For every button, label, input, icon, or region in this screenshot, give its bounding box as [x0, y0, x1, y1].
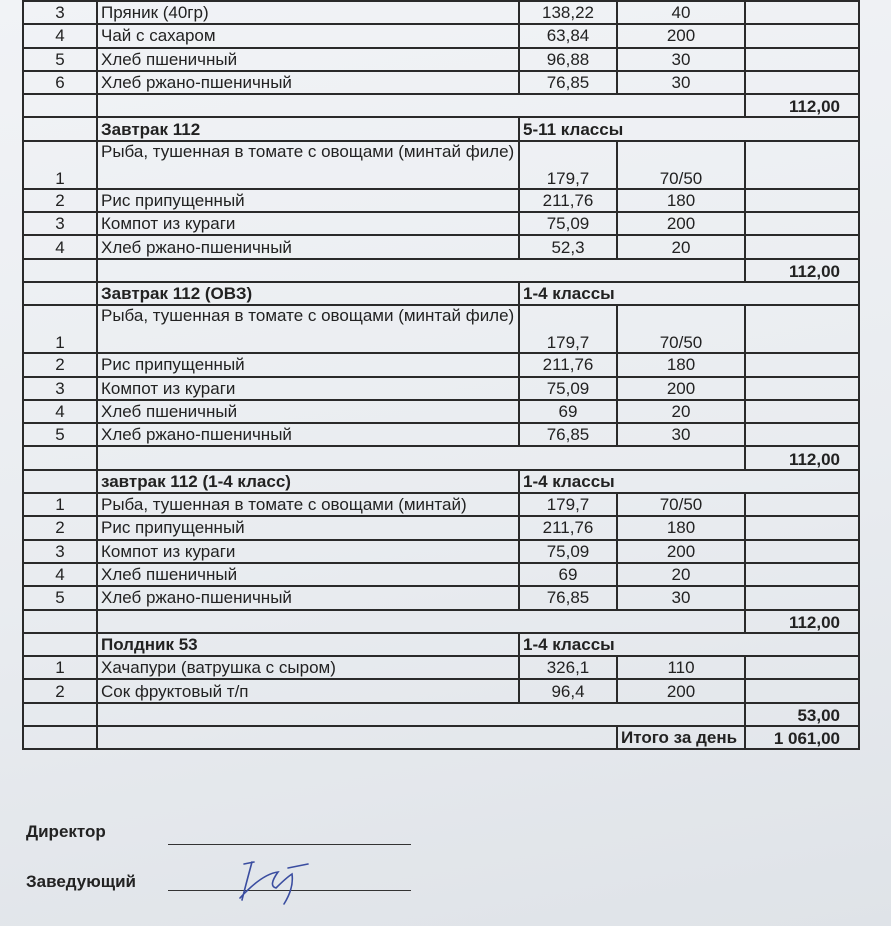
- empty-cell: [23, 446, 97, 469]
- dish-row: [23, 235, 859, 258]
- dish-weight: 20: [617, 235, 745, 258]
- empty-cell: [745, 656, 859, 679]
- dish-weight: 70/50: [617, 305, 745, 353]
- meal-header-row: [23, 470, 859, 493]
- dish-weight: 200: [617, 377, 745, 400]
- day-total-row: [23, 726, 859, 749]
- dish-weight: 30: [617, 423, 745, 446]
- dish-weight: 200: [617, 24, 745, 47]
- dish-price: 63,84: [519, 24, 617, 47]
- meal-header-row: [23, 117, 859, 140]
- empty-cell: [97, 610, 745, 633]
- dish-price: 211,76: [519, 516, 617, 539]
- subtotal-row: [23, 610, 859, 633]
- empty-cell: [745, 540, 859, 563]
- dish-name: Рис припущенный: [97, 353, 519, 376]
- empty-cell: [745, 189, 859, 212]
- dish-name: Хлеб ржано-пшеничный: [97, 586, 519, 609]
- dish-weight: 180: [617, 353, 745, 376]
- dish-name: Рис припущенный: [97, 516, 519, 539]
- dish-row: [23, 189, 859, 212]
- dish-row: [23, 586, 859, 609]
- empty-cell: [745, 1, 859, 24]
- empty-cell: [745, 400, 859, 423]
- empty-cell: [745, 48, 859, 71]
- dish-price: 211,76: [519, 353, 617, 376]
- empty-cell: [23, 259, 97, 282]
- empty-cell: [23, 610, 97, 633]
- dish-weight: 40: [617, 1, 745, 24]
- meal-title: завтрак 112 (1-4 класс): [97, 470, 519, 493]
- empty-cell: [97, 726, 617, 749]
- dish-row: [23, 141, 859, 189]
- dish-row: [23, 679, 859, 702]
- empty-cell: [745, 141, 859, 189]
- meal-header-row: [23, 282, 859, 305]
- manager-label: Заведующий: [26, 872, 137, 891]
- dish-name: Хлеб ржано-пшеничный: [97, 423, 519, 446]
- dish-name: Пряник (40гр): [97, 1, 519, 24]
- dish-number: 4: [23, 235, 97, 258]
- dish-row: [23, 71, 859, 94]
- dish-price: 211,76: [519, 189, 617, 212]
- dish-number: 2: [23, 516, 97, 539]
- dish-weight: 180: [617, 516, 745, 539]
- empty-cell: [23, 726, 97, 749]
- handwritten-signature-icon: [232, 854, 322, 914]
- empty-cell: [745, 493, 859, 516]
- empty-cell: [745, 516, 859, 539]
- dish-price: 326,1: [519, 656, 617, 679]
- dish-weight: 20: [617, 400, 745, 423]
- dish-price: 96,4: [519, 679, 617, 702]
- dish-name: Хлеб пшеничный: [97, 48, 519, 71]
- dish-row: [23, 423, 859, 446]
- meal-classes: 1-4 классы: [519, 282, 859, 305]
- dish-name: Рыба, тушенная в томате с овощами (минтай филе): [97, 141, 519, 189]
- dish-price: 69: [519, 400, 617, 423]
- empty-cell: [745, 679, 859, 702]
- subtotal-value: 112,00: [745, 610, 859, 633]
- dish-number: 4: [23, 24, 97, 47]
- empty-cell: [97, 94, 745, 117]
- dish-weight: 70/50: [617, 141, 745, 189]
- dish-number: 4: [23, 400, 97, 423]
- dish-number: 5: [23, 586, 97, 609]
- dish-row: [23, 540, 859, 563]
- meal-classes: 5-11 классы: [519, 117, 859, 140]
- dish-number: 5: [23, 48, 97, 71]
- dish-price: 179,7: [519, 141, 617, 189]
- empty-cell: [745, 212, 859, 235]
- menu-table: [22, 0, 860, 750]
- empty-cell: [23, 94, 97, 117]
- subtotal-row: [23, 446, 859, 469]
- empty-cell: [745, 353, 859, 376]
- dish-name: Компот из кураги: [97, 212, 519, 235]
- dish-row: [23, 24, 859, 47]
- dish-number: 5: [23, 423, 97, 446]
- dish-weight: 20: [617, 563, 745, 586]
- day-total-value: 1 061,00: [745, 726, 859, 749]
- meal-header-row: [23, 633, 859, 656]
- subtotal-row: [23, 259, 859, 282]
- meal-classes: 1-4 классы: [519, 633, 859, 656]
- dish-number: 3: [23, 377, 97, 400]
- dish-number: 2: [23, 189, 97, 212]
- empty-cell: [23, 703, 97, 726]
- dish-price: 76,85: [519, 71, 617, 94]
- meal-classes: 1-4 классы: [519, 470, 859, 493]
- subtotal-value: 112,00: [745, 446, 859, 469]
- dish-price: 75,09: [519, 540, 617, 563]
- subtotal-value: 112,00: [745, 94, 859, 117]
- empty-cell: [23, 470, 97, 493]
- director-row: [22, 820, 622, 868]
- dish-name: Хлеб ржано-пшеничный: [97, 235, 519, 258]
- dish-number: 1: [23, 141, 97, 189]
- dish-number: 3: [23, 212, 97, 235]
- menu-sheet: [22, 0, 891, 750]
- dish-weight: 30: [617, 48, 745, 71]
- empty-cell: [97, 446, 745, 469]
- dish-row: [23, 493, 859, 516]
- dish-price: 76,85: [519, 586, 617, 609]
- dish-price: 75,09: [519, 212, 617, 235]
- empty-cell: [745, 563, 859, 586]
- meal-title: Завтрак 112: [97, 117, 519, 140]
- empty-cell: [745, 235, 859, 258]
- dish-name: Сок фруктовый т/п: [97, 679, 519, 702]
- dish-number: 3: [23, 1, 97, 24]
- dish-name: Рис припущенный: [97, 189, 519, 212]
- dish-number: 2: [23, 679, 97, 702]
- dish-price: 76,85: [519, 423, 617, 446]
- empty-cell: [745, 586, 859, 609]
- dish-number: 1: [23, 305, 97, 353]
- dish-name: Чай с сахаром: [97, 24, 519, 47]
- signatures-block: [22, 820, 622, 916]
- empty-cell: [745, 305, 859, 353]
- dish-weight: 200: [617, 540, 745, 563]
- dish-price: 179,7: [519, 305, 617, 353]
- dish-weight: 200: [617, 679, 745, 702]
- director-signature-line: [168, 844, 411, 845]
- dish-weight: 180: [617, 189, 745, 212]
- dish-name: Хачапури (ватрушка с сыром): [97, 656, 519, 679]
- empty-cell: [745, 377, 859, 400]
- meal-title: Полдник 53: [97, 633, 519, 656]
- dish-row: [23, 516, 859, 539]
- empty-cell: [745, 24, 859, 47]
- manager-row: [22, 868, 622, 916]
- dish-weight: 200: [617, 212, 745, 235]
- dish-price: 52,3: [519, 235, 617, 258]
- empty-cell: [23, 282, 97, 305]
- dish-row: [23, 563, 859, 586]
- dish-weight: 70/50: [617, 493, 745, 516]
- dish-price: 179,7: [519, 493, 617, 516]
- dish-row: [23, 1, 859, 24]
- dish-row: [23, 48, 859, 71]
- dish-name: Рыба, тушенная в томате с овощами (минтай): [97, 493, 519, 516]
- dish-row: [23, 400, 859, 423]
- dish-number: 3: [23, 540, 97, 563]
- subtotal-row: [23, 94, 859, 117]
- dish-number: 2: [23, 353, 97, 376]
- meal-title: Завтрак 112 (ОВЗ): [97, 282, 519, 305]
- empty-cell: [745, 423, 859, 446]
- dish-name: Хлеб ржано-пшеничный: [97, 71, 519, 94]
- dish-price: 69: [519, 563, 617, 586]
- dish-name: Хлеб пшеничный: [97, 400, 519, 423]
- dish-number: 6: [23, 71, 97, 94]
- empty-cell: [23, 117, 97, 140]
- dish-number: 1: [23, 656, 97, 679]
- empty-cell: [97, 259, 745, 282]
- empty-cell: [97, 703, 745, 726]
- dish-price: 96,88: [519, 48, 617, 71]
- dish-row: [23, 305, 859, 353]
- dish-weight: 30: [617, 71, 745, 94]
- day-total-label: Итого за день: [617, 726, 745, 749]
- dish-name: Компот из кураги: [97, 377, 519, 400]
- dish-weight: 30: [617, 586, 745, 609]
- dish-price: 75,09: [519, 377, 617, 400]
- dish-number: 1: [23, 493, 97, 516]
- subtotal-value: 53,00: [745, 703, 859, 726]
- director-label: Директор: [26, 822, 106, 841]
- empty-cell: [23, 633, 97, 656]
- dish-row: [23, 656, 859, 679]
- dish-number: 4: [23, 563, 97, 586]
- dish-name: Компот из кураги: [97, 540, 519, 563]
- subtotal-row: [23, 703, 859, 726]
- dish-row: [23, 377, 859, 400]
- dish-row: [23, 353, 859, 376]
- dish-row: [23, 212, 859, 235]
- dish-price: 138,22: [519, 1, 617, 24]
- dish-name: Рыба, тушенная в томате с овощами (минтай филе): [97, 305, 519, 353]
- dish-name: Хлеб пшеничный: [97, 563, 519, 586]
- empty-cell: [745, 71, 859, 94]
- dish-weight: 110: [617, 656, 745, 679]
- subtotal-value: 112,00: [745, 259, 859, 282]
